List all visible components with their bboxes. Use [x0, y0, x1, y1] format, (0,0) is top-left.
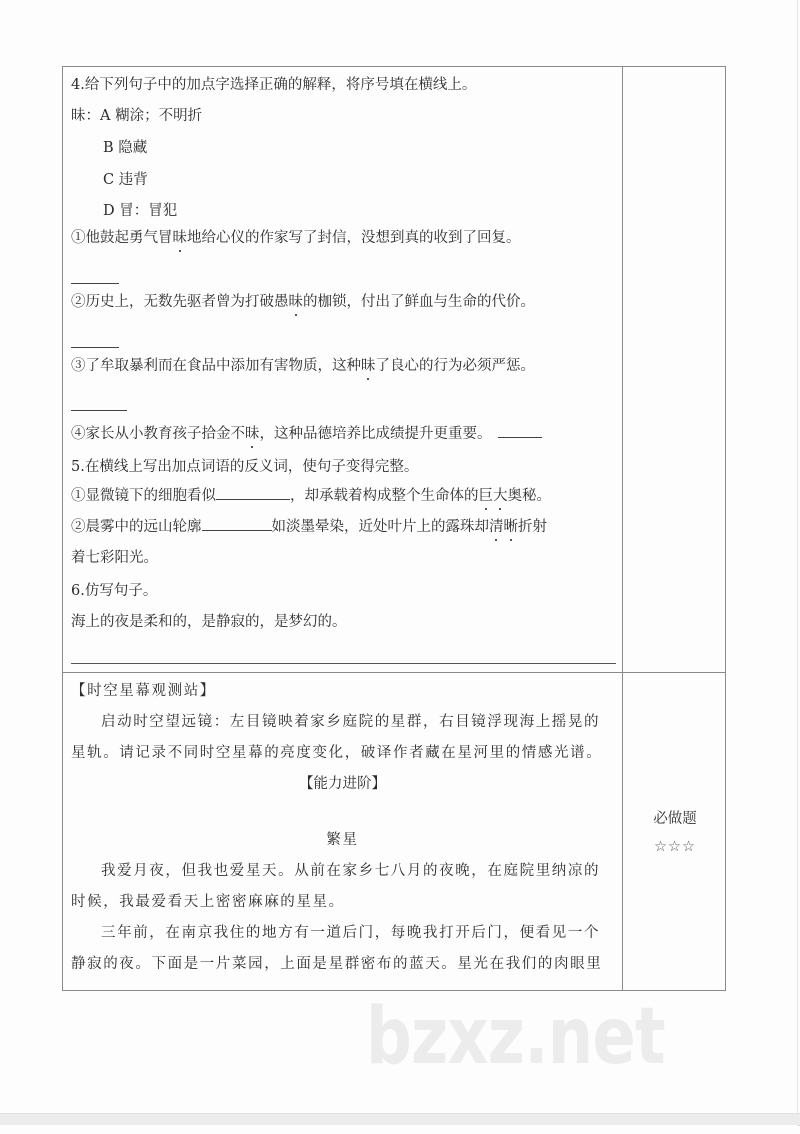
q4-option-c: C 违背: [103, 172, 148, 188]
sentence-text: 的枷锁，付出了鲜血与生命的代价。: [303, 294, 535, 310]
dotted-char: 晰: [503, 519, 518, 535]
difficulty-stars-icon: ☆☆☆: [654, 839, 696, 855]
dotted-char: 巨: [478, 488, 493, 504]
q4-char-label: 昧：: [71, 108, 100, 124]
q6-prompt: 6.仿写句子。: [71, 583, 158, 599]
q6-answer-line[interactable]: [71, 663, 616, 664]
answer-blank-2[interactable]: [71, 347, 119, 348]
q4-sentence-2: [71, 292, 535, 312]
passage-line-2: 时候，我最爱看天上密密麻麻的星星。: [71, 894, 345, 910]
q5-prompt: 5.在横线上写出加点词语的反义词，使句子变得完整。: [71, 459, 419, 475]
q5-sentence-2-cont: 着七彩阳光。: [71, 550, 158, 566]
sentence-text: ①显微镜下的细胞看似: [71, 488, 216, 504]
worksheet-table: [62, 66, 726, 991]
dotted-char: 昧: [361, 358, 376, 374]
passage-line-3: 三年前，在南京我住的地方有一道后门，每晚我打开后门，便看见一个: [101, 925, 601, 941]
page-edge: [797, 0, 798, 1113]
dotted-char: 昧: [172, 230, 187, 246]
q4-sentence-3: [71, 356, 535, 376]
q6-example: 海上的夜是柔和的，是静寂的，是梦幻的。: [71, 614, 347, 630]
sentence-text: 了良心的行为必须严惩。: [375, 358, 535, 374]
passage-title: 繁星: [326, 832, 359, 848]
q4-option-d: D 冒：冒犯: [103, 203, 178, 219]
q5-sentence-1: [71, 485, 551, 506]
passage-line-1: 我爱月夜，但我也爱星天。从前在家乡七八月的夜晚，在庭院里纳凉的: [101, 863, 601, 879]
required-label: 必做题: [653, 811, 697, 827]
watermark: bzxz.net: [366, 992, 665, 1082]
q5-sentence-2: [71, 516, 547, 537]
sentence-text: ②晨雾中的远山轮廓: [71, 519, 202, 535]
q4-option-b: B 隐藏: [103, 140, 148, 156]
sentence-text: 奥秘。: [507, 488, 551, 504]
q4-option-a: A 糊涂；不明折: [100, 108, 203, 124]
section-intro-line-1: 启动时空望远镜：左目镜映着家乡庭院的星群，右目镜浮现海上摇晃的: [101, 714, 601, 730]
sentence-text: 如淡墨晕染，近处叶片上的露珠却: [271, 519, 489, 535]
answer-blank-4[interactable]: [498, 423, 542, 438]
sentence-text: ④家长从小教育孩子拾金不: [71, 426, 245, 442]
q4-prompt: 4.给下列句子中的加点字选择正确的解释，将序号填在横线上。: [71, 77, 477, 93]
answer-blank-5[interactable]: [216, 485, 290, 500]
answer-blank-1[interactable]: [71, 283, 119, 284]
q4-sentence-4: [71, 423, 542, 444]
level-title: 【能力进阶】: [299, 776, 386, 792]
sentence-text: 地给心仪的作家写了封信，没想到真的收到了回复。: [187, 230, 521, 246]
sentence-text: ，却承载着构成整个生命体的: [290, 488, 479, 504]
sentence-text: ，这种品德培养比成绩提升更重要。: [259, 426, 492, 442]
section-header: 【时空星幕观测站】: [71, 683, 216, 699]
dotted-char: 大: [493, 488, 508, 504]
dotted-char: 清: [489, 519, 504, 535]
sentence-text: ③了牟取暴利而在食品中添加有害物质，这种: [71, 358, 361, 374]
q4-sentence-1: [71, 228, 521, 248]
next-page-edge: [0, 1125, 797, 1134]
passage-line-4: 静寂的夜。下面是一片菜园，上面是星群密布的蓝天。星光在我们的肉眼里: [71, 956, 603, 972]
sentence-text: ②历史上，无数先驱者曾为打破愚: [71, 294, 289, 310]
sentence-text: 折射: [518, 519, 547, 535]
section-intro-line-2: 星轨。请记录不同时空星幕的亮度变化，破译作者藏在星河里的情感光谱。: [71, 745, 603, 761]
dotted-char: 昧: [245, 426, 260, 442]
dotted-char: 昧: [288, 294, 303, 310]
row-divider: [63, 672, 725, 673]
q4-options-line-a: [71, 106, 202, 126]
sentence-text: ①他鼓起勇气冒: [71, 230, 173, 246]
answer-blank-3[interactable]: [71, 410, 127, 411]
answer-blank-6[interactable]: [202, 516, 272, 531]
